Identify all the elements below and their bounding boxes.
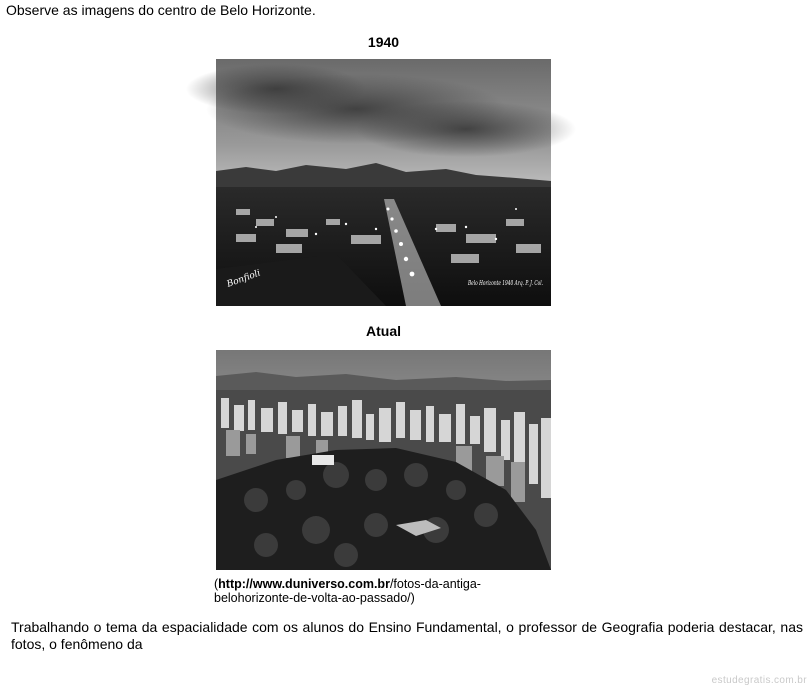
- intro-text: Observe as imagens do centro de Belo Horizonte.: [6, 2, 316, 18]
- photo-1940: [216, 59, 551, 306]
- photo-atual-caption: Atual: [366, 323, 401, 339]
- photo-1940-signature-right: Belo Horizonte 1940 Arq. P. J. Col.: [467, 279, 543, 287]
- photo-atual: [216, 350, 551, 570]
- source-path: /fotos-da-antiga-belohorizonte-de-volta-ao-passado/): [214, 577, 481, 605]
- photo-1940-signature-left: Bonfioli: [225, 268, 262, 290]
- watermark: estudegratis.com.br: [711, 675, 807, 686]
- source-citation: [214, 577, 559, 605]
- question-text: Trabalhando o tema da espacialidade com os alunos do Ensino Fundamental, o professor de Geografia poderia destacar, nas fotos, o fenômeno da: [11, 619, 803, 652]
- source-open-paren: (: [214, 577, 219, 591]
- photo-1940-caption: 1940: [367, 34, 400, 50]
- source-domain: http://www.duniverso.com.br: [218, 577, 390, 591]
